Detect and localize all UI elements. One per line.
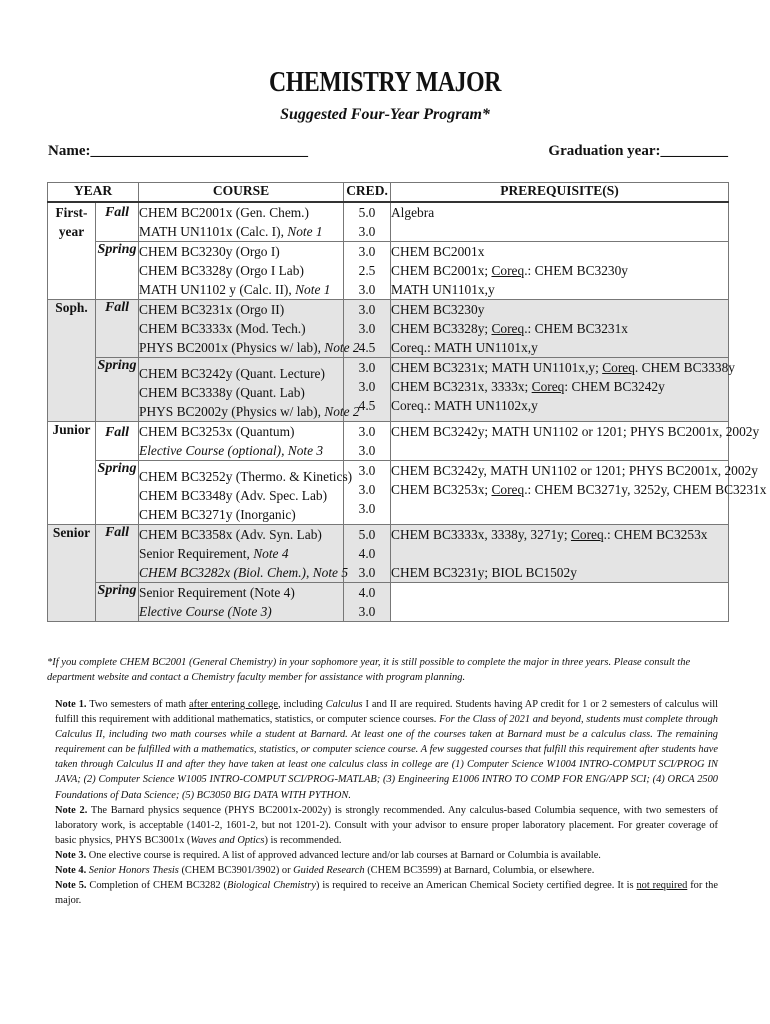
semester-fall: Fall <box>96 300 139 358</box>
semester-fall: Fall <box>96 525 139 583</box>
prereq-cell: CHEM BC3242y; MATH UN1102 or 1201; PHYS BC2001x, 2002y <box>391 422 729 461</box>
credit-cell: 3.0 3.0 4.5 <box>344 358 391 422</box>
table-row <box>48 358 729 422</box>
prereq-cell: CHEM BC2001x CHEM BC2001x; Coreq.: CHEM BC3230y MATH UN1101x,y <box>391 242 729 300</box>
header-credits: CRED. <box>344 183 391 203</box>
course-cell: Senior Requirement (Note 4) Elective Course (Note 3) <box>139 583 344 622</box>
prereq-cell: CHEM BC3333x, 3338y, 3271y; Coreq.: CHEM BC3253x CHEM BC3231y; BIOL BC1502y <box>391 525 729 583</box>
table-row <box>48 242 729 300</box>
table-row <box>48 583 729 622</box>
table-row <box>48 202 729 242</box>
credit-cell: 5.0 3.0 <box>344 202 391 242</box>
credit-cell: 3.0 3.0 3.0 <box>344 461 391 525</box>
note-4: Note 4. Senior Honors Thesis (CHEM BC3901/3902) or Guided Research (CHEM BC3599) at Barnard, Columbia, or elsewhere. <box>55 865 595 877</box>
credit-cell: 5.0 4.0 3.0 <box>344 525 391 583</box>
prereq-cell: CHEM BC3230y CHEM BC3328y; Coreq.: CHEM BC3231x Coreq.: MATH UN1101x,y <box>391 300 729 358</box>
credit-cell: 3.0 3.0 4.5 <box>344 300 391 358</box>
prereq-cell: CHEM BC3231x; MATH UN1101x,y; Coreq. CHEM BC3338y CHEM BC3231x, 3333x; Coreq: CHEM BC3242y Coreq.: MATH UN1102x,y <box>391 358 729 422</box>
prereq-cell: Algebra <box>391 202 729 242</box>
semester-fall: Fall <box>96 422 139 461</box>
header-prerequisites: PREREQUISITE(S) <box>391 183 729 203</box>
course-cell: CHEM BC3252y (Thermo. & Kinetics) CHEM BC3348y (Adv. Spec. Lab) CHEM BC3271y (Inorganic) <box>139 461 344 525</box>
table-row <box>48 525 729 583</box>
page-subtitle: Suggested Four-Year Program* <box>280 106 490 123</box>
semester-fall: Fall <box>96 202 139 242</box>
semester-spring: Spring <box>96 461 139 525</box>
course-cell: CHEM BC3358x (Adv. Syn. Lab) Senior Requirement, Note 4 CHEM BC3282x (Biol. Chem.), Note 5 <box>139 525 344 583</box>
graduation-year-label[interactable]: Graduation year:_________ <box>548 143 728 159</box>
semester-spring: Spring <box>96 583 139 622</box>
page-title: CHEMISTRY MAJOR <box>269 66 501 98</box>
note-2: Note 2. The Barnard physics sequence (PHYS BC2001x-2002y) is strongly recommended. Any calculus-based Columbia sequence, with two semesters of laboratory work, is acceptable (1401-2, 1601-2, but not 1201-2). Consult with your advisor to ensure proper laboratory placement. For greater coverage of basic physics, PHYS BC3001x (Waves and Optics) is recommended. <box>55 804 718 846</box>
footnote: *If you complete CHEM BC2001 (General Chemistry) in your sophomore year, it is still possible to complete the major in three years. Please consult the department website and contact a Chemistry faculty member for assistance with program planning. <box>47 657 691 683</box>
course-cell: CHEM BC2001x (Gen. Chem.) MATH UN1101x (Calc. I), Note 1 <box>139 202 344 242</box>
credit-cell: 4.0 3.0 <box>344 583 391 622</box>
table-row <box>48 422 729 461</box>
name-field-label[interactable]: Name:_____________________________ <box>48 143 308 159</box>
year-label-junior: Junior <box>48 422 96 525</box>
program-table <box>47 182 767 622</box>
note-5: Note 5. Completion of CHEM BC3282 (Biological Chemistry) is required to receive an American Chemical Society certified degree. It is not required for the major. <box>55 880 718 907</box>
table-header-row <box>48 183 729 203</box>
table-row <box>48 461 729 525</box>
note-3: Note 3. One elective course is required. A list of approved advanced lecture and/or lab courses at Barnard or Columbia is available. <box>55 849 601 861</box>
semester-spring: Spring <box>96 242 139 300</box>
year-label-first: First- year <box>48 202 96 300</box>
course-cell: CHEM BC3230y (Orgo I) CHEM BC3328y (Orgo I Lab) MATH UN1102 y (Calc. II), Note 1 <box>139 242 344 300</box>
table-row <box>48 300 729 358</box>
header-course: COURSE <box>139 183 344 203</box>
year-label-senior: Senior <box>48 525 96 622</box>
year-label-soph: Soph. <box>48 300 96 422</box>
course-cell: CHEM BC3231x (Orgo II) CHEM BC3333x (Mod. Tech.) PHYS BC2001x (Physics w/ lab), Note 2 <box>139 300 344 358</box>
course-cell: CHEM BC3242y (Quant. Lecture) CHEM BC3338y (Quant. Lab) PHYS BC2002y (Physics w/ lab), Note 2 <box>139 358 344 422</box>
credit-cell: 3.0 2.5 3.0 <box>344 242 391 300</box>
note-1: Note 1. Two semesters of math after entering college, including Calculus I and II are required. Students having AP credit for 1 or 2 semesters of calculus will fulfill this requirement with additional mathematics, statistics, or computer science courses. For the Class of 2021 and beyond, students must complete through Calculus II, including two math courses while a student at Barnard. At least one of the courses taken at Barnard must be a calculus class. The remaining requirement can be fulfilled with a mathematics, statistics, or computer science course. A few suggested courses that fulfill this requirement after students have taken through Calculus II and after they have taken at least one calculus class in college are (1) Computer Science W1004 INTRO-COMPUT SCI/PROG IN JAVA; (2) Computer Science W1005 INTRO-COMPUT SCI/PROG-MATLAB; (3) Engineering E1006 INTRO TO COMP FOR ENG/APP SCI; (4) ORCA 2500 Foundations of Data Science; (5) BC3050 BIG DATA WITH PYTHON. <box>55 699 718 801</box>
semester-spring: Spring <box>96 358 139 422</box>
notes-section <box>55 697 718 908</box>
header-year: YEAR <box>48 183 139 203</box>
course-cell: CHEM BC3253x (Quantum) Elective Course (optional), Note 3 <box>139 422 344 461</box>
prereq-cell <box>391 583 729 622</box>
prereq-cell: CHEM BC3242y, MATH UN1102 or 1201; PHYS BC2001x, 2002y CHEM BC3253x; Coreq.: CHEM BC3271y, 3252y, CHEM BC3231x <box>391 461 729 525</box>
credit-cell: 3.0 3.0 <box>344 422 391 461</box>
